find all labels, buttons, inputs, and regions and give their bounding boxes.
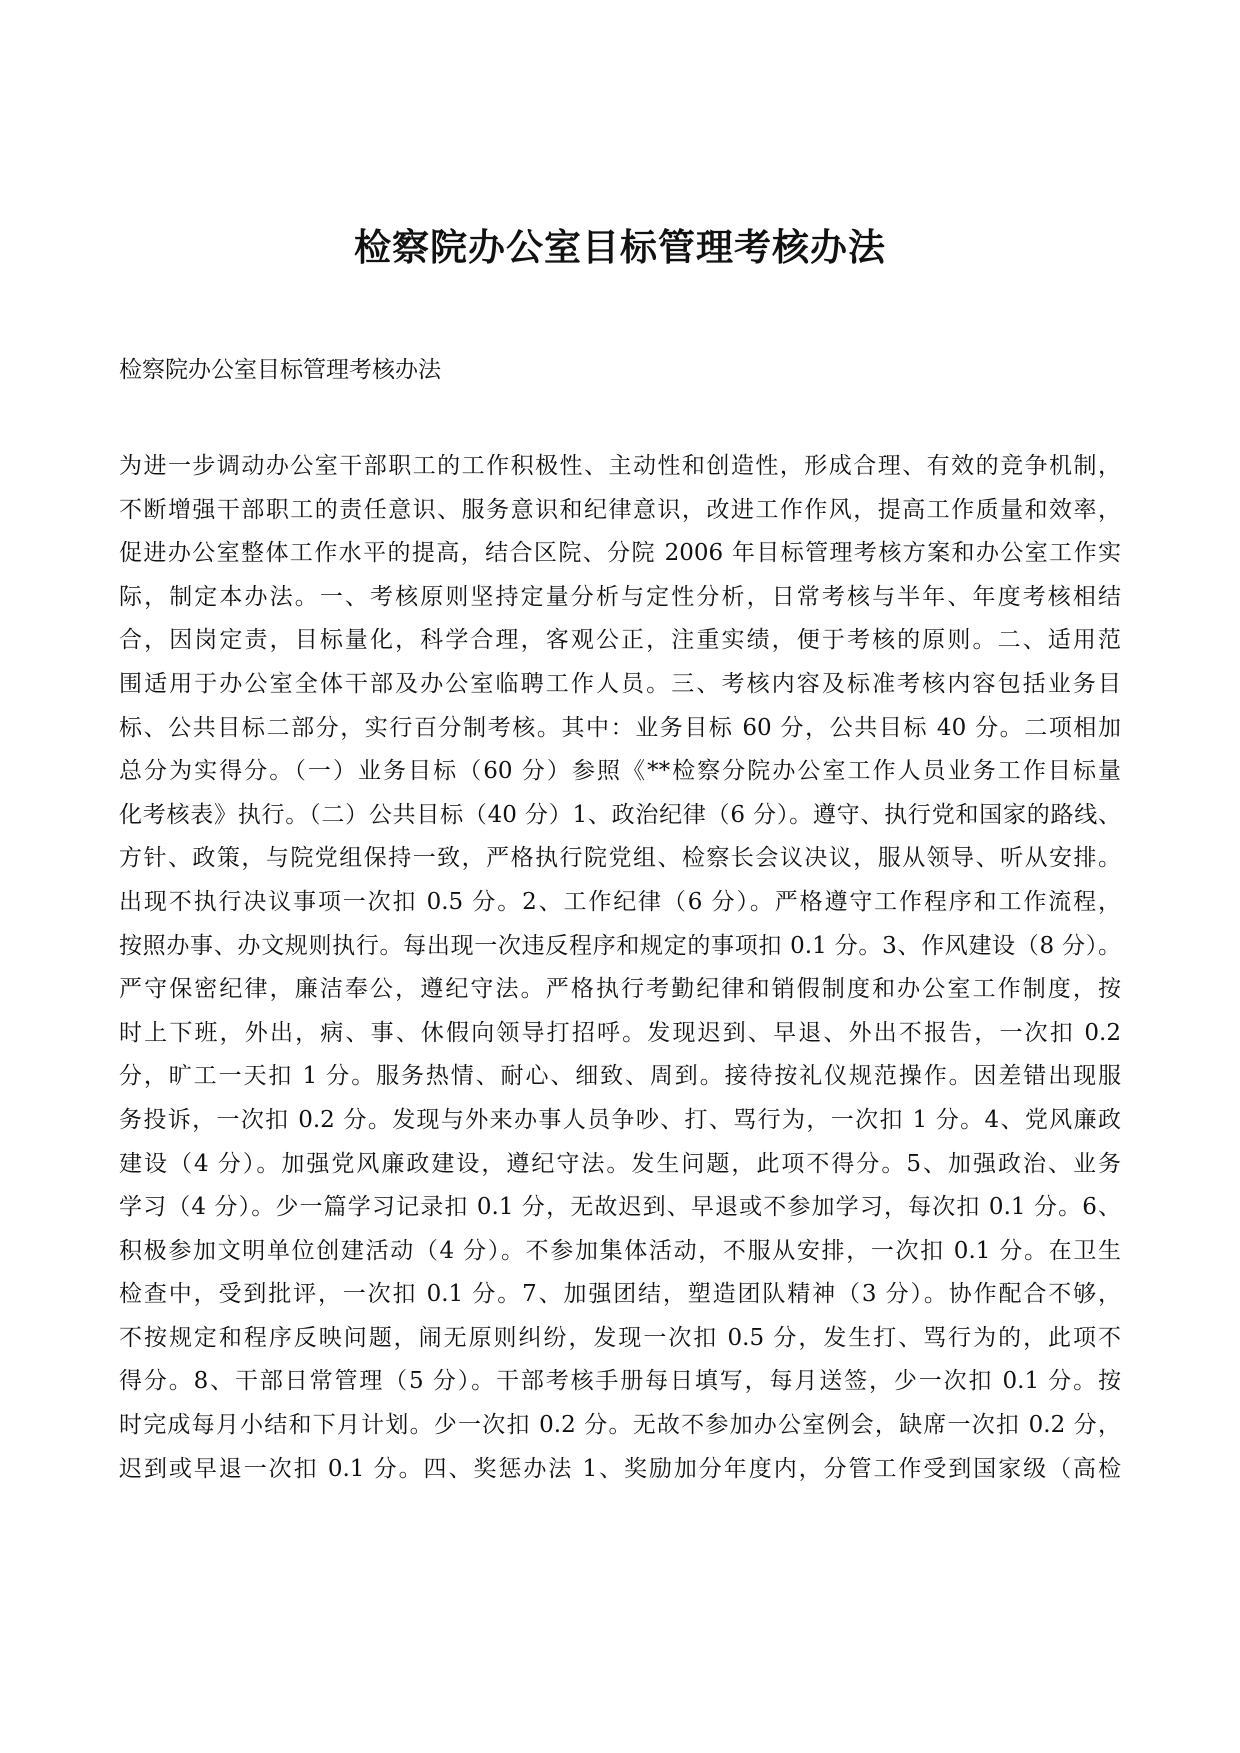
body-line: 分，旷工一天扣 1 分。服务热情、耐心、细致、周到。接待按礼仪规范操作。因差错出现服 [119, 1063, 1121, 1090]
body-line: 出现不执行决议事项一次扣 0.5 分。2、工作纪律（6 分）。严格遵守工作程序和工作流程， [119, 888, 1121, 915]
body-line: 为进一步调动办公室干部职工的工作积极性、主动性和创造性，形成合理、有效的竞争机制， [119, 453, 1121, 479]
body-line: 按照办事、办文规则执行。每出现一次违反程序和规定的事项扣 0.1 分。3、作风建设（8 分）。 [119, 932, 1121, 959]
body-line: 得分。8、干部日常管理（5 分）。干部考核手册每日填写，每月送签，少一次扣 0.1 分。按 [119, 1368, 1121, 1395]
body-line: 时上下班，外出，病、事、休假向领导打招呼。发现迟到、早退、外出不报告，一次扣 0.2 [119, 1019, 1121, 1046]
body-line: 迟到或早退一次扣 0.1 分。四、奖惩办法 1、奖励加分年度内，分管工作受到国家级（高检 [119, 1455, 1121, 1482]
body-line: 方针、政策，与院党组保持一致，严格执行院党组、检察长会议决议，服从领导、听从安排。 [119, 845, 1121, 872]
body-line: 总分为实得分。（一）业务目标（60 分）参照《**检察分院办公室工作人员业务工作目标量 [119, 758, 1121, 785]
body-line: 围适用于办公室全体干部及办公室临聘工作人员。三、考核内容及标准考核内容包括业务目 [119, 670, 1121, 697]
body-line: 时完成每月小结和下月计划。少一次扣 0.2 分。无故不参加办公室例会，缺席一次扣 0.2 分， [119, 1412, 1121, 1439]
body-line: 合，因岗定责，目标量化，科学合理，客观公正，注重实绩，便于考核的原则。二、适用范 [119, 627, 1121, 654]
body-line: 检查中，受到批评，一次扣 0.1 分。7、加强团结，塑造团队精神（3 分）。协作配合不够， [119, 1281, 1121, 1308]
body-line: 学习（4 分）。少一篇学习记录扣 0.1 分，无故迟到、早退或不参加学习，每次扣 0.1 分。6、 [119, 1194, 1121, 1221]
body-line: 严守保密纪律，廉洁奉公，遵纪守法。严格执行考勤纪律和销假制度和办公室工作制度，按 [119, 976, 1121, 1003]
body-line: 化考核表》执行。（二）公共目标（40 分）1、政治纪律（6 分）。遵守、执行党和国家的路线、 [119, 801, 1121, 828]
body-line: 积极参加文明单位创建活动（4 分）。不参加集体活动，不服从安排，一次扣 0.1 分。在卫生 [119, 1237, 1121, 1264]
body-line: 不按规定和程序反映问题，闹无原则纠纷，发现一次扣 0.5 分，发生打、骂行为的，此项不 [119, 1324, 1121, 1351]
body-line: 不断增强干部职工的责任意识、服务意识和纪律意识，改进工作作风，提高工作质量和效率， [119, 496, 1121, 523]
body-line: 务投诉，一次扣 0.2 分。发现与外来办事人员争吵、打、骂行为，一次扣 1 分。4、党风廉政 [119, 1106, 1121, 1133]
body-line: 促进办公室整体工作水平的提高，结合区院、分院 2006 年目标管理考核方案和办公室工作实 [119, 540, 1121, 567]
document-subtitle: 检察院办公室目标管理考核办法 [119, 357, 441, 383]
body-line: 际，制定本办法。一、考核原则坚持定量分析与定性分析，日常考核与半年、年度考核相结 [119, 583, 1121, 610]
body-line: 标、公共目标二部分，实行百分制考核。其中：业务目标 60 分，公共目标 40 分。二项相加 [119, 714, 1121, 741]
document-body [119, 445, 1121, 1491]
document-title: 检察院办公室目标管理考核办法 [354, 225, 886, 269]
body-line: 建设（4 分）。加强党风廉政建设，遵纪守法。发生问题，此项不得分。5、加强政治、业务 [119, 1150, 1121, 1177]
